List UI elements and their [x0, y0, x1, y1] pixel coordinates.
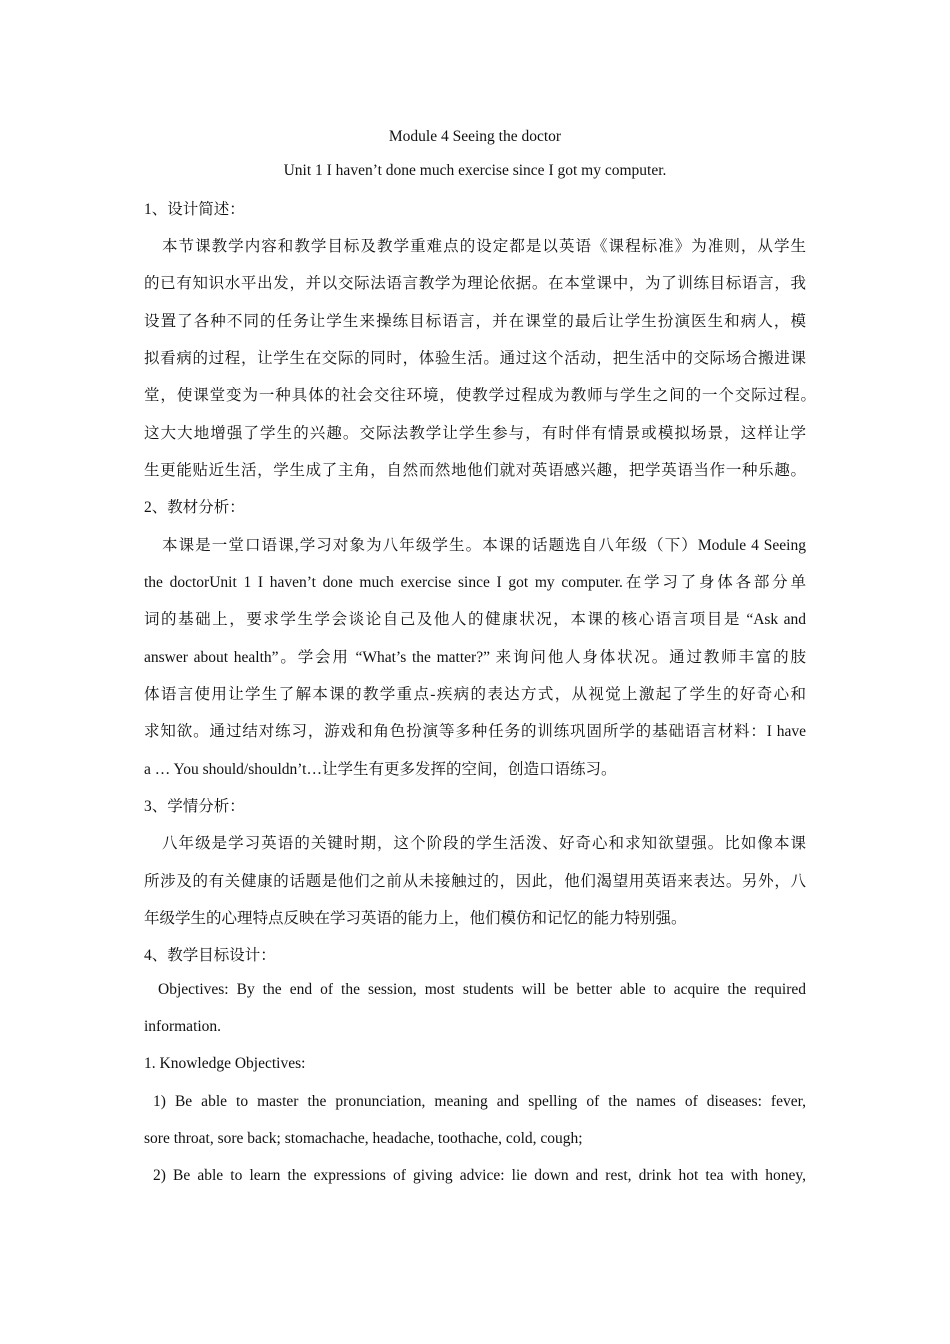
paragraph-line: the doctorUnit 1 I haven’t done much exercise since I got my computer.在学习了身体各部分单	[144, 574, 806, 591]
paragraph-line: Objectives: By the end of the session, most students will be better able to acquire the required	[158, 981, 806, 998]
section-heading-students: 3、学情分析：	[144, 798, 245, 815]
paragraph-line: 八年级是学习英语的关键时期，这个阶段的学生活泼、好奇心和求知欲望强。比如像本课	[162, 835, 806, 852]
paragraph-line: 所涉及的有关健康的话题是他们之前从未接触过的，因此，他们渴望用英语来表达。另外，八	[144, 873, 806, 890]
list-heading: 1. Knowledge Objectives:	[144, 1055, 306, 1072]
paragraph-line: 的已有知识水平出发，并以交际法语言教学为理论依据。在本堂课中，为了训练目标语言，我	[144, 275, 806, 292]
section-heading-objectives: 4、教学目标设计：	[144, 947, 276, 964]
paragraph-line: 本节课教学内容和教学目标及教学重难点的设定都是以英语《课程标准》为准则，从学生	[162, 238, 806, 255]
paragraph-line: answer about health”。学会用 “What’s the matter?” 来询问他人身体状况。通过教师丰富的肢	[144, 649, 806, 666]
list-item-continuation: sore throat, sore back; stomachache, headache, toothache, cold, cough;	[144, 1130, 583, 1147]
document-subtitle: Unit 1 I haven’t done much exercise since I got my computer.	[283, 162, 667, 179]
section-heading-design: 1、设计简述：	[144, 201, 245, 218]
paragraph-line: 年级学生的心理特点反映在学习英语的能力上，他们模仿和记忆的能力特别强。	[144, 910, 687, 927]
paragraph-line: 这大大地增强了学生的兴趣。交际法教学让学生参与，有时伴有情景或模拟场景，这样让学	[144, 425, 806, 442]
paragraph-line: 堂，使课堂变为一种具体的社会交往环境，使教学过程成为教师与学生之间的一个交际过程。	[144, 387, 816, 404]
document-title: Module 4 Seeing the doctor	[388, 128, 562, 145]
paragraph-line: a … You should/shouldn’t…让学生有更多发挥的空间，创造口语练习。	[144, 761, 617, 778]
paragraph-line: information.	[144, 1018, 222, 1035]
section-heading-material: 2、教材分析：	[144, 499, 245, 516]
paragraph-line: 设置了各种不同的任务让学生来操练目标语言，并在课堂的最后让学生扮演医生和病人，模	[144, 313, 806, 330]
paragraph-line: 生更能贴近生活，学生成了主角，自然而然地他们就对英语感兴趣，把学英语当作一种乐趣。	[144, 462, 806, 479]
paragraph-line: 求知欲。通过结对练习，游戏和角色扮演等多种任务的训练巩固所学的基础语言材料：I have	[144, 723, 806, 740]
paragraph-line: 拟看病的过程，让学生在交际的同时，体验生活。通过这个活动，把生活中的交际场合搬进课	[144, 350, 806, 367]
paragraph-line: 词的基础上，要求学生学会谈论自己及他人的健康状况，本课的核心语言项目是 “Ask and	[144, 611, 806, 628]
paragraph-line: 体语言使用让学生了解本课的教学重点-疾病的表达方式，从视觉上激起了学生的好奇心和	[144, 686, 806, 703]
paragraph-line: 本课是一堂口语课,学习对象为八年级学生。本课的话题选自八年级（下）Module 4 Seeing	[162, 537, 806, 554]
list-item: 2) Be able to learn the expressions of giving advice: lie down and rest, drink hot tea with honey,	[153, 1167, 806, 1184]
list-item: 1) Be able to master the pronunciation, meaning and spelling of the names of diseases: fever,	[153, 1093, 806, 1110]
